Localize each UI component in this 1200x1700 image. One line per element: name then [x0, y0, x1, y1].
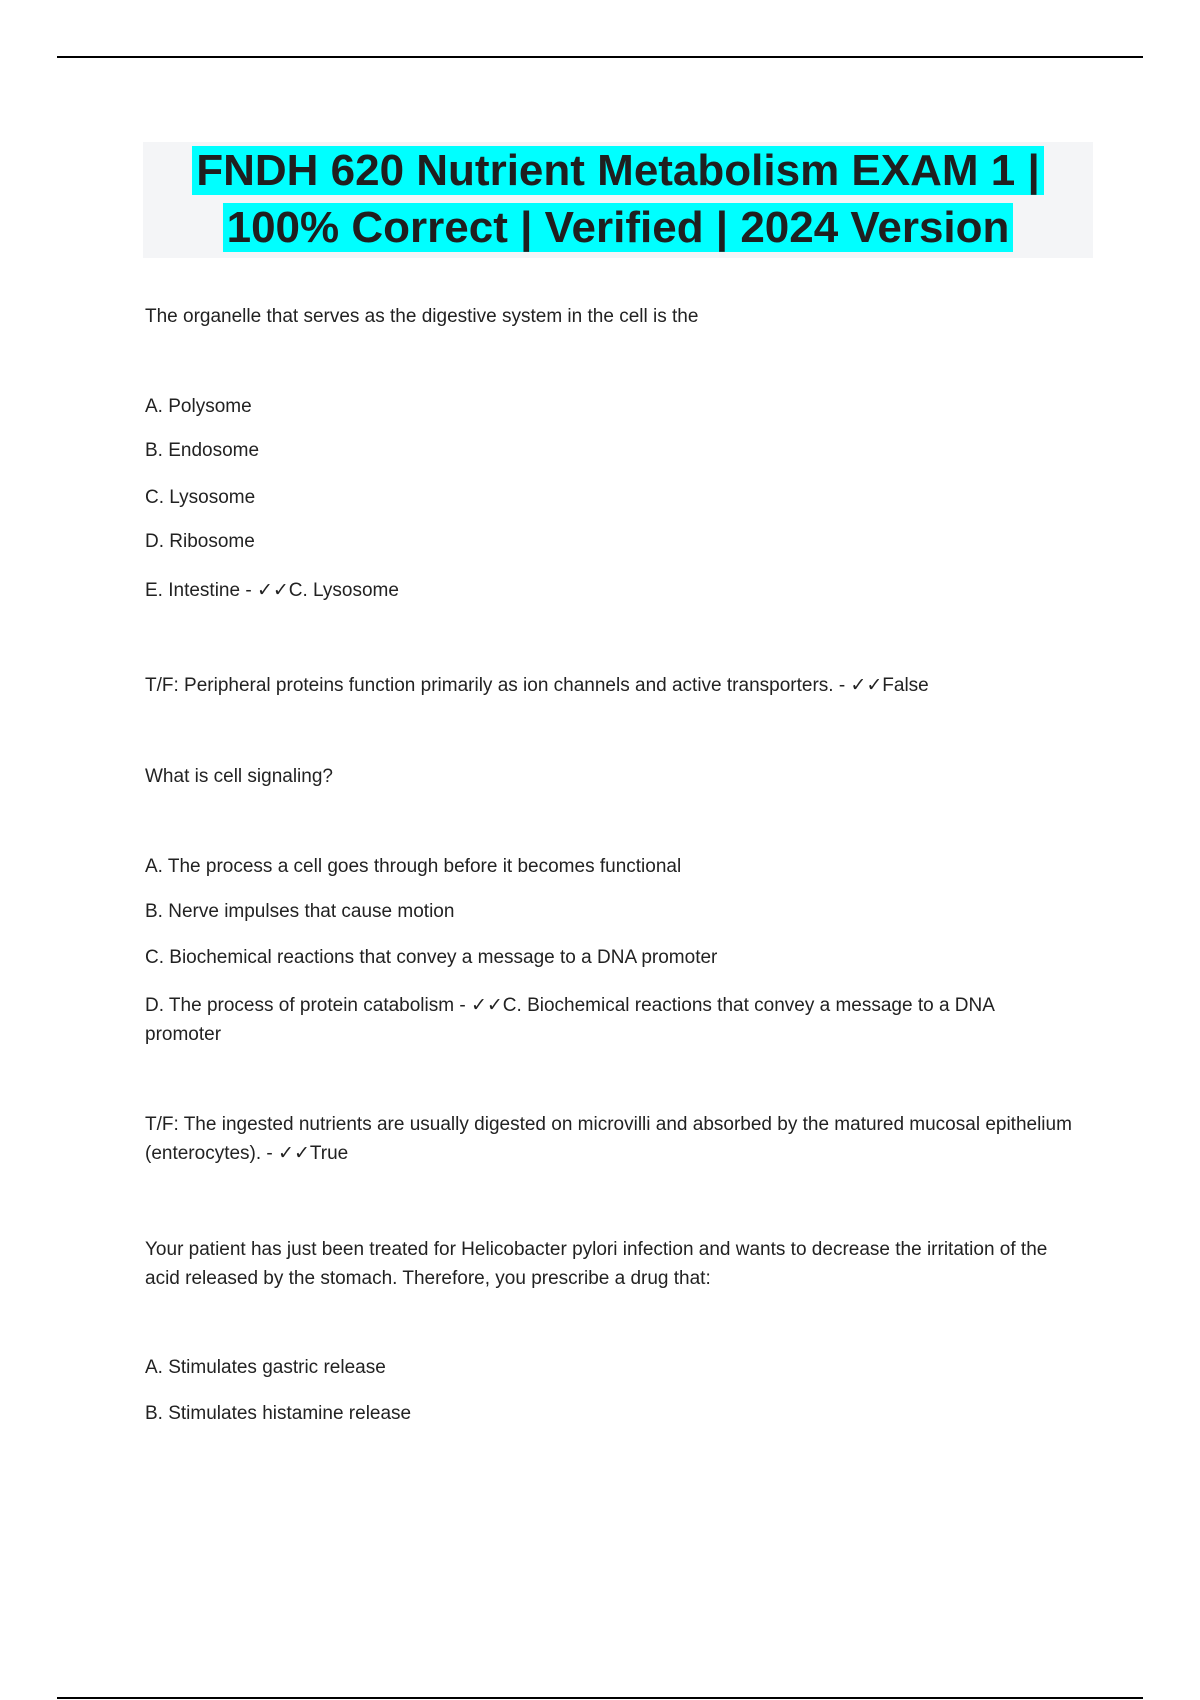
question-1-option-a: A. Polysome: [145, 396, 252, 417]
question-3-option-b: B. Nerve impulses that cause motion: [145, 901, 455, 922]
page-title-line-1: FNDH 620 Nutrient Metabolism EXAM 1 |: [192, 146, 1044, 195]
page-title-line-2: 100% Correct | Verified | 2024 Version: [223, 203, 1014, 252]
question-3-stem: What is cell signaling?: [145, 766, 333, 787]
question-1-stem: The organelle that serves as the digestive system in the cell is the: [145, 306, 699, 327]
question-3-option-c: C. Biochemical reactions that convey a message to a DNA promoter: [145, 947, 718, 968]
question-5-stem: Your patient has just been treated for Helicobacter pylori infection and wants to decrease the irritation of the acid released by the stomach. Therefore, you prescribe a drug that:: [145, 1239, 1048, 1289]
question-4-true-false-answer: T/F: The ingested nutrients are usually digested on microvilli and absorbed by the matured mucosal epithelium (enterocytes). - ✓✓True: [145, 1114, 1072, 1164]
question-1-option-b: B. Endosome: [145, 440, 260, 461]
question-1-option-c: C. Lysosome: [145, 487, 256, 508]
top-rule: [57, 56, 1143, 58]
question-1-option-d: D. Ribosome: [145, 531, 255, 552]
question-2-true-false-answer: T/F: Peripheral proteins function primarily as ion channels and active transporters. - ✓✓False: [145, 675, 929, 696]
question-3-option-a: A. The process a cell goes through before it becomes functional: [145, 856, 682, 877]
title-block: [143, 142, 1093, 258]
question-1-option-e-answer: E. Intestine - ✓✓C. Lysosome: [145, 580, 399, 601]
question-5-option-b: B. Stimulates histamine release: [145, 1403, 412, 1424]
question-5-option-a: A. Stimulates gastric release: [145, 1357, 386, 1378]
bottom-rule: [57, 1697, 1143, 1699]
question-3-option-d-answer: D. The process of protein catabolism - ✓✓C. Biochemical reactions that convey a message to a DNA promoter: [145, 995, 994, 1045]
